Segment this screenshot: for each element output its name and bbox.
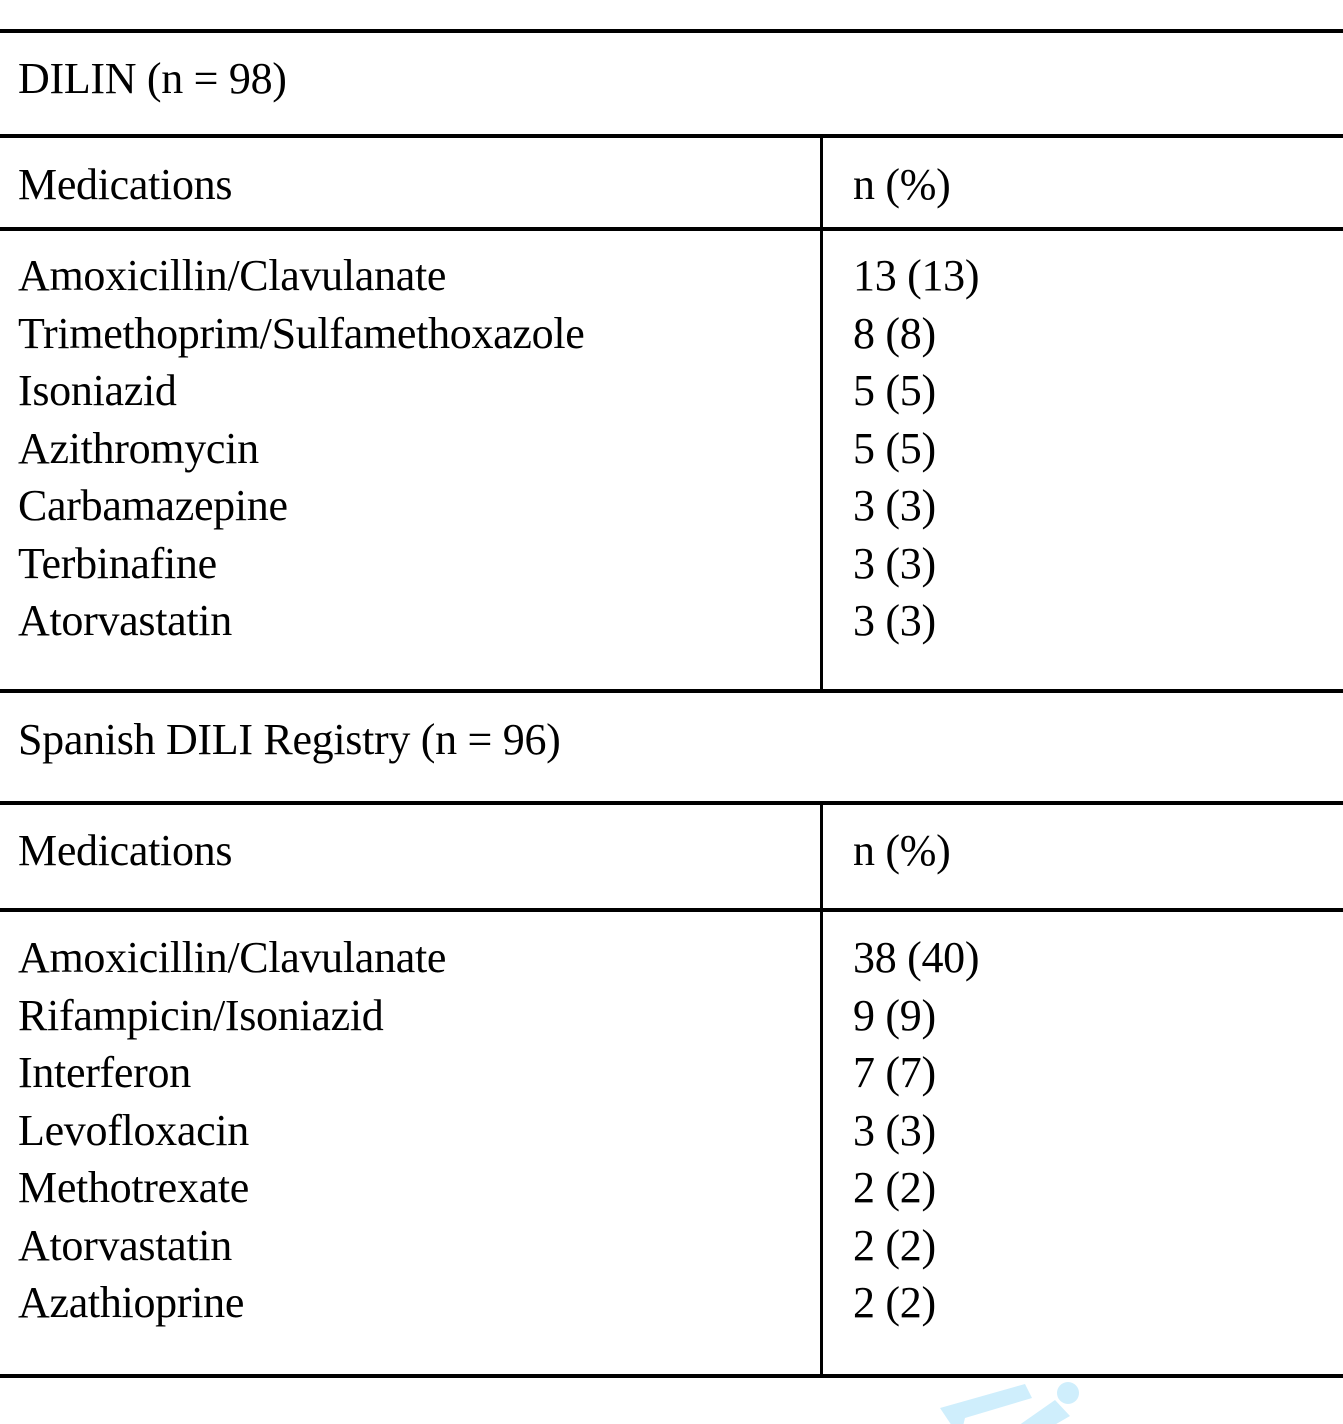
count-value: 3 (3) [853, 596, 936, 645]
medication-name: Trimethoprim/Sulfamethoxazole [18, 308, 585, 358]
count-value: 5 (5) [853, 366, 936, 415]
count-value: 3 (3) [853, 538, 936, 588]
column-header-medications: Medications [18, 160, 233, 209]
medication-name: Carbamazepine [18, 481, 288, 530]
table-top-rule [0, 29, 1343, 33]
medication-name: Azithromycin [18, 423, 259, 473]
count-value: 5 (5) [853, 423, 936, 473]
medication-name: Interferon [18, 1048, 191, 1097]
section-title: Spanish DILI Registry (n = 96) [18, 715, 561, 764]
column-header-n-percent: n (%) [853, 160, 951, 209]
table-bottom-rule [0, 1374, 1343, 1378]
section2-header-rule [0, 908, 1343, 912]
medication-name: Methotrexate [18, 1163, 249, 1212]
count-list [853, 929, 979, 1332]
count-value: 3 (3) [853, 481, 936, 530]
column-header-medications: Medications [18, 826, 233, 875]
medication-list [18, 247, 584, 650]
count-value: 2 (2) [853, 1278, 936, 1327]
section2-column-divider [820, 805, 823, 1374]
count-list [853, 247, 979, 650]
section1-title-rule [0, 134, 1343, 138]
count-value: 38 (40) [853, 933, 980, 982]
section-title: DILIN (n = 98) [18, 54, 287, 103]
medication-name: Rifampicin/Isoniazid [18, 990, 384, 1040]
count-value: 7 (7) [853, 1048, 936, 1097]
section1-bottom-rule [0, 689, 1343, 693]
section1-header-rule [0, 227, 1343, 231]
count-value: 8 (8) [853, 308, 936, 358]
medication-name: Atorvastatin [18, 1220, 232, 1270]
count-value: 3 (3) [853, 1105, 936, 1155]
count-value: 9 (9) [853, 990, 936, 1040]
section2-title-rule [0, 801, 1343, 805]
medication-name: Atorvastatin [18, 596, 232, 645]
medication-list [18, 929, 446, 1332]
medication-name: Azathioprine [18, 1278, 245, 1327]
medication-name: Amoxicillin/Clavulanate [18, 251, 447, 300]
medication-name: Amoxicillin/Clavulanate [18, 933, 447, 982]
section1-column-divider [820, 138, 823, 689]
medication-name: Levofloxacin [18, 1105, 249, 1155]
count-value: 2 (2) [853, 1220, 936, 1270]
medication-name: Terbinafine [18, 538, 217, 588]
medication-name: Isoniazid [18, 366, 177, 415]
watermark-logo-icon [920, 1378, 1120, 1424]
count-value: 2 (2) [853, 1163, 936, 1212]
count-value: 13 (13) [853, 251, 980, 300]
column-header-n-percent: n (%) [853, 826, 951, 875]
